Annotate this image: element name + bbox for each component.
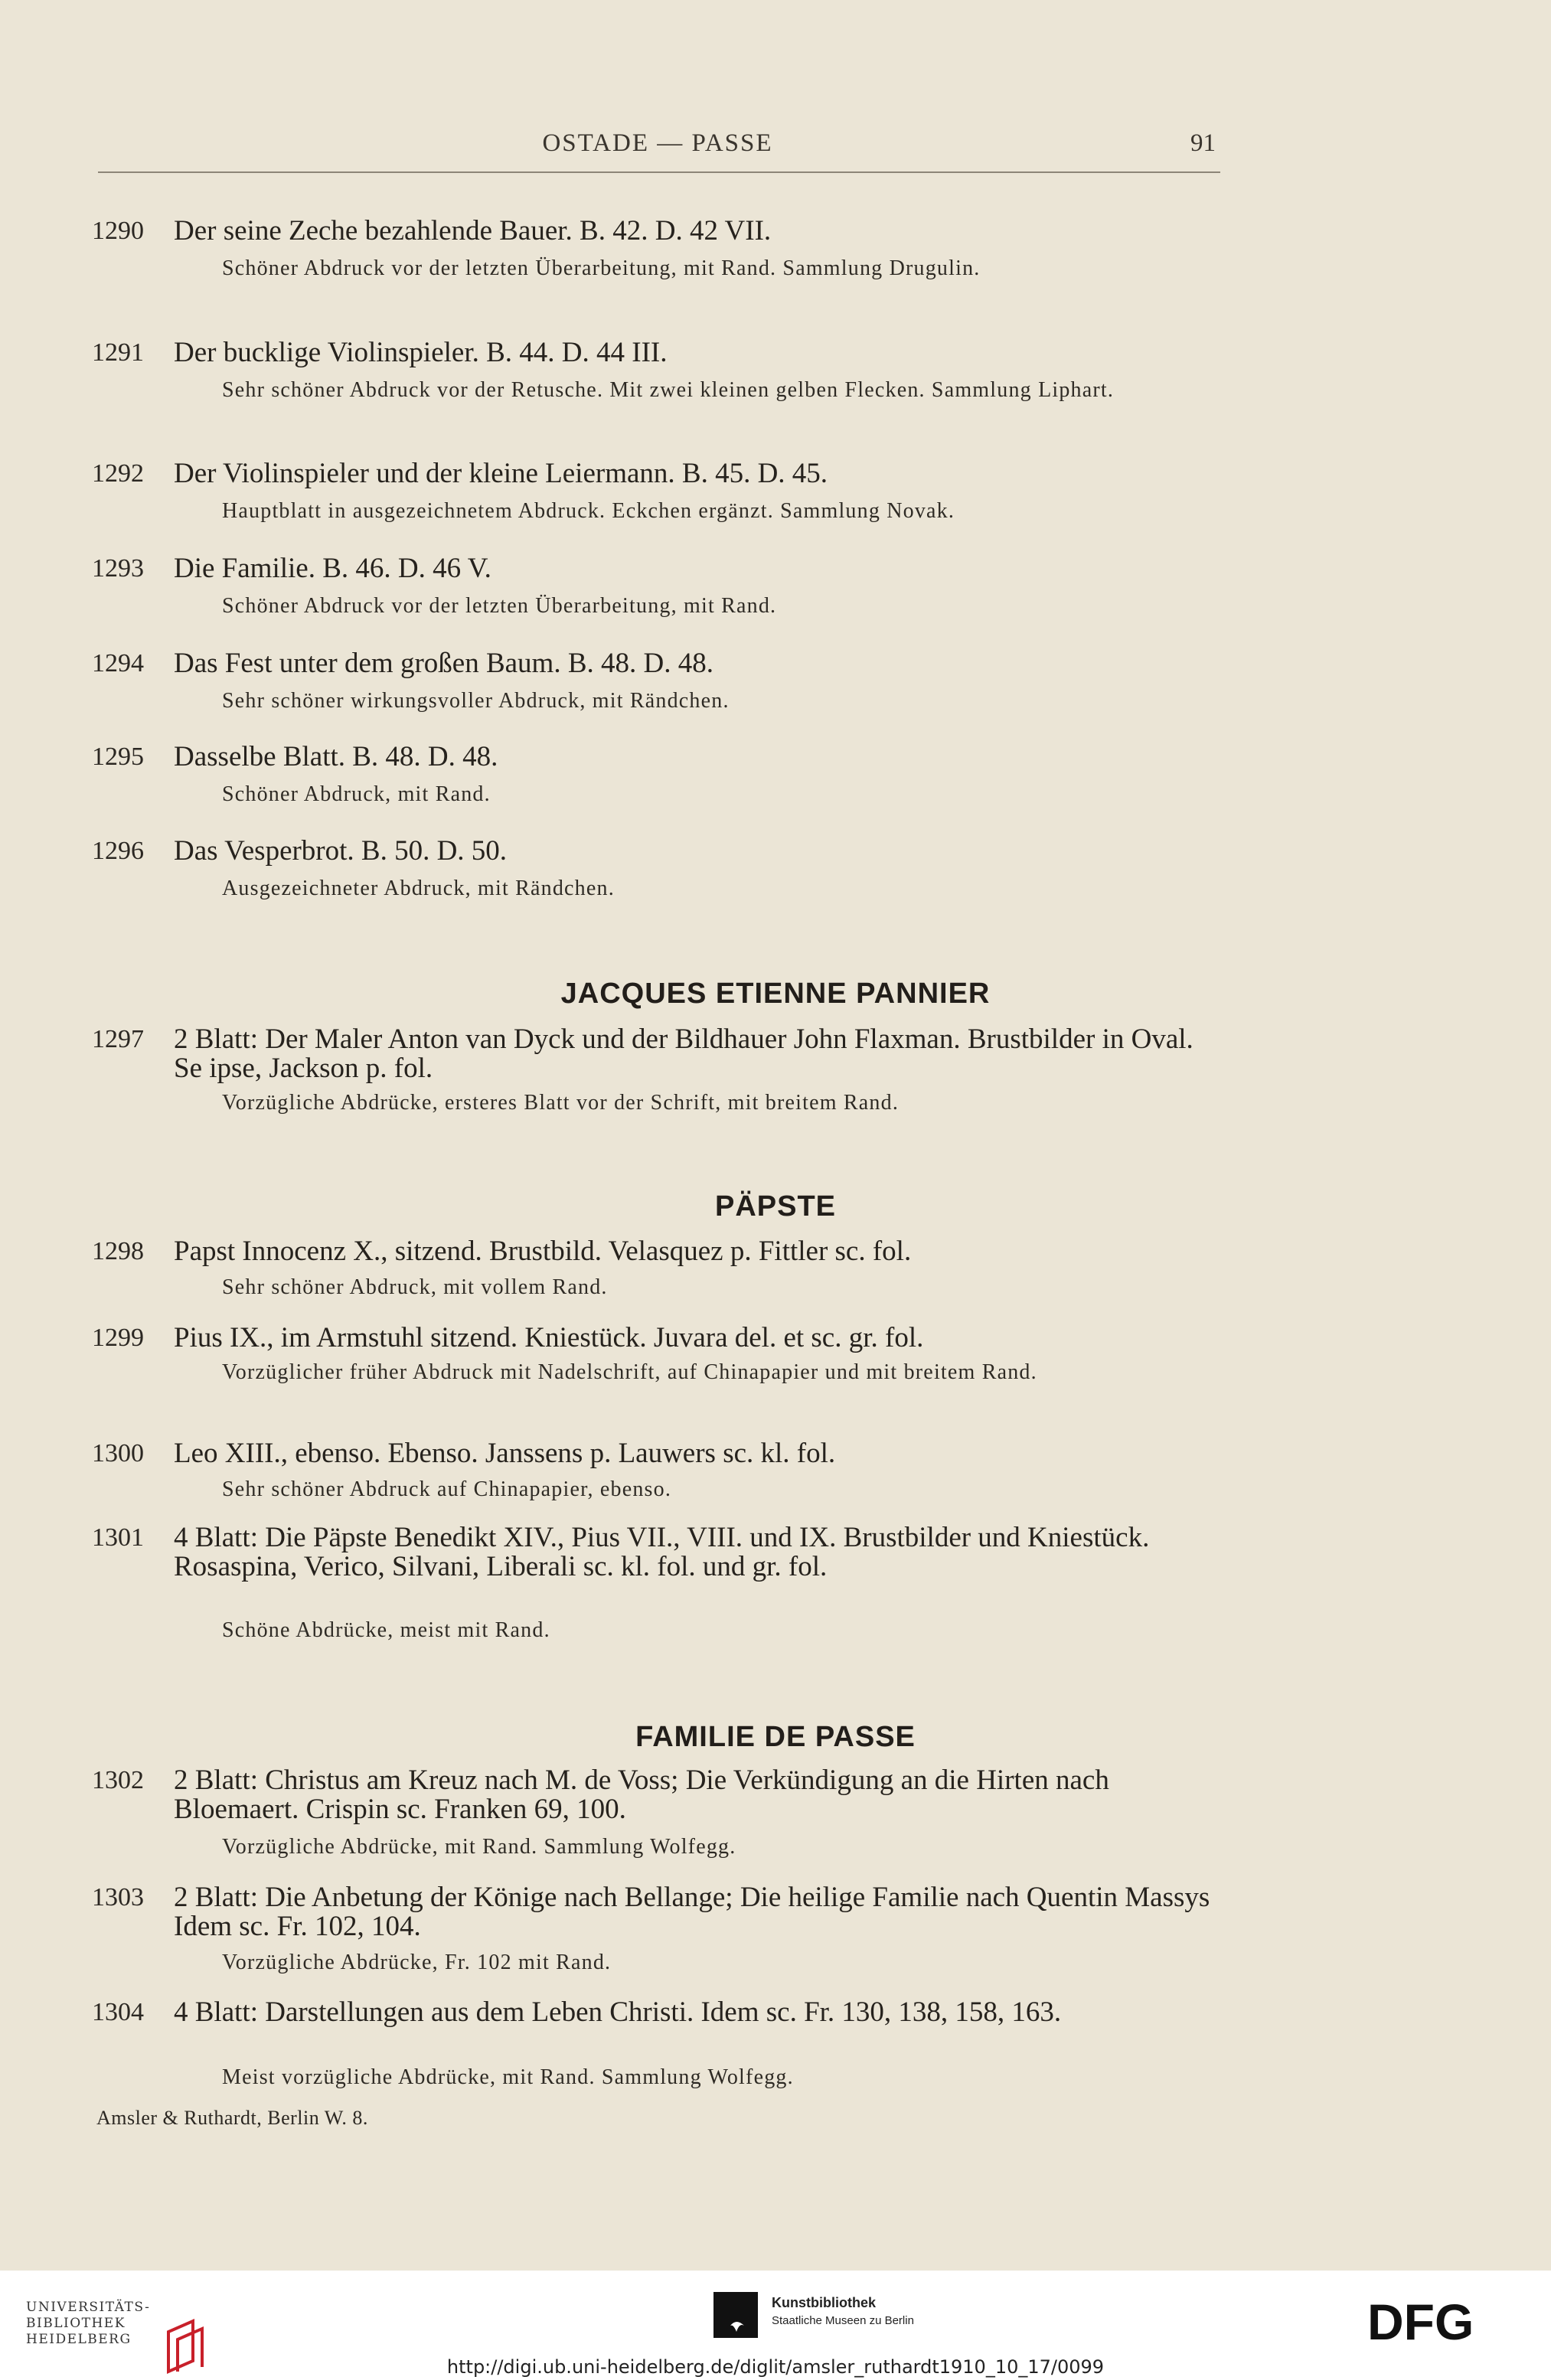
entry-number: 1296 [92, 837, 144, 865]
digitization-footer [0, 2271, 1551, 2380]
section-heading: FAMILIE DE PASSE [635, 1721, 916, 1753]
entry-title: 4 Blatt: Die Päpste Benedikt XIV., Pius VII., VIII. und IX. Brustbilder und Kniestück. Rosaspina, Verico, Silvani, Liberali sc. kl. fol. und gr. fol. [174, 1522, 1150, 1582]
kunstbibliothek-emblem-icon [713, 2292, 759, 2339]
entry-title: Das Fest unter dem großen Baum. B. 48. D. 48. [174, 648, 713, 679]
entry-title: Dasselbe Blatt. B. 48. D. 48. [174, 741, 498, 772]
dfg-logo[interactable] [1367, 2298, 1520, 2348]
entry-description: Sehr schöner Abdruck auf Chinapapier, ebenso. [222, 1477, 672, 1501]
kb-title: Kunstbibliothek [772, 2295, 876, 2310]
entry-title: Der Violinspieler und der kleine Leiermann. B. 45. D. 45. [174, 458, 828, 489]
entry-description: Schöne Abdrücke, meist mit Rand. [222, 1618, 550, 1642]
kb-subtitle: Staatliche Museen zu Berlin [772, 2314, 914, 2327]
section-heading: PÄPSTE [714, 1190, 837, 1223]
header-rule [98, 171, 1220, 173]
entry-number: 1293 [92, 554, 144, 583]
entry-description: Schöner Abdruck, mit Rand. [222, 782, 491, 806]
entry-number: 1299 [92, 1324, 144, 1352]
entry-description: Sehr schöner wirkungsvoller Abdruck, mit Rändchen. [222, 689, 730, 713]
kunstbibliothek-name [772, 2295, 1001, 2327]
entry-description: Hauptblatt in ausgezeichnetem Abdruck. Eckchen ergänzt. Sammlung Novak. [222, 499, 955, 523]
entry-description: Schöner Abdruck vor der letzten Überarbeitung, mit Rand. [222, 594, 777, 618]
entry-description: Schöner Abdruck vor der letzten Überarbeitung, mit Rand. Sammlung Drugulin. [222, 256, 981, 280]
entry-title: Der seine Zeche bezahlende Bauer. B. 42. D. 42 VII. [174, 215, 772, 246]
permalink-url[interactable]: http://digi.ub.uni-heidelberg.de/diglit/amsler_ruthardt1910_10_17/0099 [446, 2356, 1105, 2378]
entry-description: Vorzüglicher früher Abdruck mit Nadelschrift, auf Chinapapier und mit breitem Rand. [222, 1360, 1037, 1384]
entry-description: Meist vorzügliche Abdrücke, mit Rand. Sammlung Wolfegg. [222, 2065, 794, 2089]
entry-title: Die Familie. B. 46. D. 46 V. [174, 553, 491, 584]
entry-number: 1294 [92, 649, 144, 677]
entry-title: 4 Blatt: Darstellungen aus dem Leben Christi. Idem sc. Fr. 130, 138, 158, 163. [174, 1996, 1062, 2028]
entry-title: Leo XIII., ebenso. Ebenso. Janssens p. Lauwers sc. kl. fol. [174, 1438, 836, 1469]
entry-number: 1302 [92, 1766, 144, 1794]
entry-number: 1290 [92, 217, 144, 245]
running-header [98, 126, 1217, 169]
publisher-imprint: Amsler & Ruthardt, Berlin W. 8. [96, 2107, 368, 2129]
entry-description: Vorzügliche Abdrücke, Fr. 102 mit Rand. [222, 1951, 612, 1974]
entry-number: 1301 [92, 1523, 144, 1552]
entry-description: Ausgezeichneter Abdruck, mit Rändchen. [222, 877, 615, 900]
entry-title: Das Vesperbrot. B. 50. D. 50. [174, 835, 508, 867]
entry-number: 1295 [92, 743, 144, 771]
page-number: 91 [1190, 129, 1216, 157]
entry-description: Sehr schöner Abdruck, mit vollem Rand. [222, 1275, 608, 1299]
entry-title: 2 Blatt: Der Maler Anton van Dyck und der Bildhauer John Flaxman. Brustbilder in Oval. Se ipse, Jackson p. fol. [174, 1023, 1193, 1084]
entry-number: 1297 [92, 1025, 144, 1053]
dfg-wordmark-icon [1367, 2298, 1520, 2344]
header-title: OSTADE — PASSE [542, 129, 773, 157]
entry-title: 2 Blatt: Christus am Kreuz nach M. de Voss; Die Verkündigung an die Hirten nach Bloemaert. Crispin sc. Franken 69, 100. [174, 1765, 1109, 1825]
entry-description: Vorzügliche Abdrücke, ersteres Blatt vor der Schrift, mit breitem Rand. [222, 1091, 900, 1115]
entry-number: 1304 [92, 1998, 144, 2026]
entry-description: Vorzügliche Abdrücke, mit Rand. Sammlung Wolfegg. [222, 1835, 736, 1859]
entry-number: 1298 [92, 1237, 144, 1265]
entry-number: 1291 [92, 338, 144, 367]
entry-number: 1303 [92, 1883, 144, 1912]
entry-description: Sehr schöner Abdruck vor der Retusche. Mit zwei kleinen gelben Flecken. Sammlung Liphart. [222, 378, 1115, 402]
entry-title: Pius IX., im Armstuhl sitzend. Kniestück. Juvara del. et sc. gr. fol. [174, 1322, 924, 1353]
svg-text:DFG: DFG [1367, 2298, 1474, 2344]
university-library-logo[interactable] [26, 2300, 150, 2348]
entry-title: 2 Blatt: Die Anbetung der Könige nach Bellange; Die heilige Familie nach Quentin Massys Idem sc. Fr. 102, 104. [174, 1882, 1210, 1942]
entry-number: 1300 [92, 1439, 144, 1468]
entry-number: 1292 [92, 459, 144, 488]
university-name: UNIVERSITÄTS- BIBLIOTHEK HEIDELBERG [26, 2300, 151, 2347]
section-heading: JACQUES ETIENNE PANNIER [560, 978, 991, 1010]
entry-title: Der bucklige Violinspieler. B. 44. D. 44 III. [174, 337, 668, 368]
entry-title: Papst Innocenz X., sitzend. Brustbild. Velasquez p. Fittler sc. fol. [174, 1236, 912, 1267]
